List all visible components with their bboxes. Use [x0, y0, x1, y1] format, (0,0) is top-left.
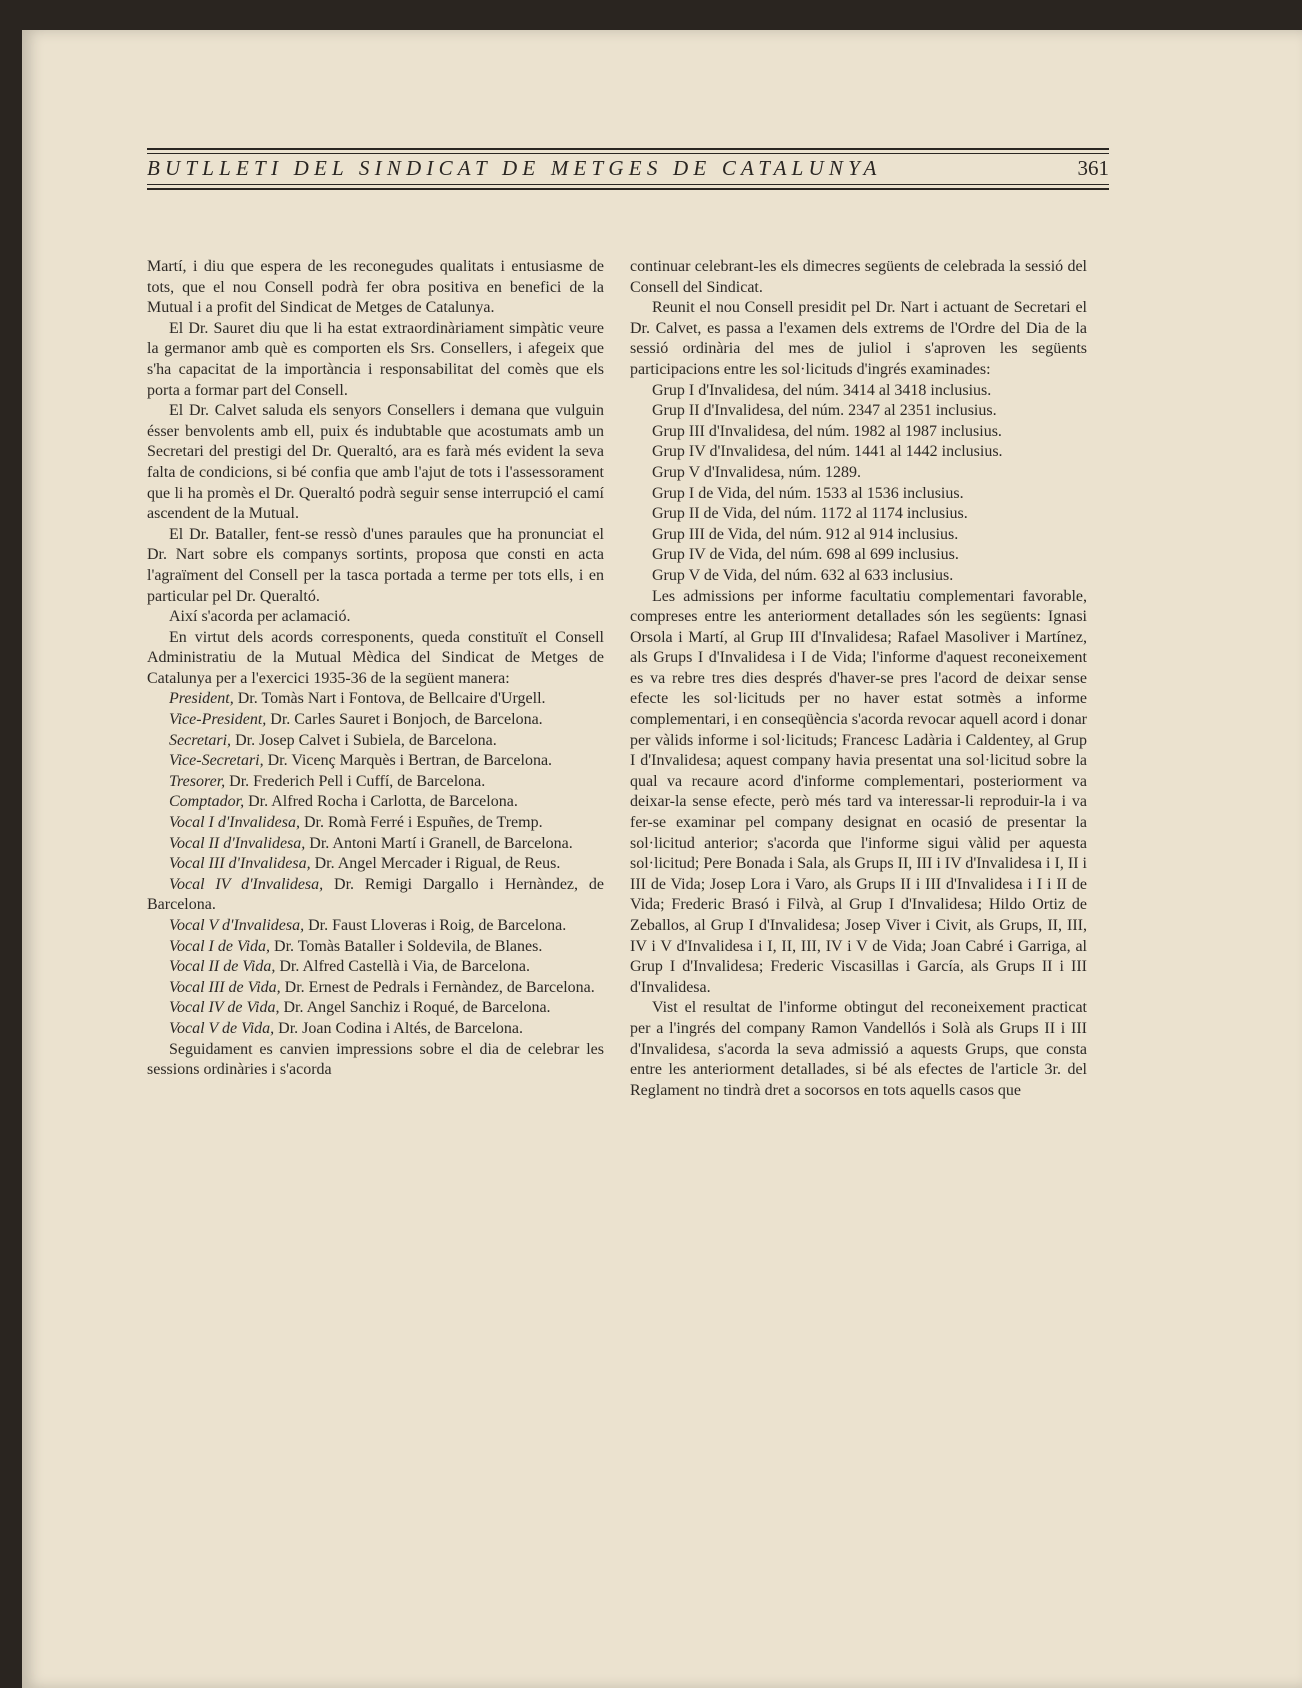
- paragraph: [147, 257, 604, 319]
- header-rule-bottom-thin: [147, 184, 1109, 185]
- paragraph: [147, 1040, 604, 1081]
- council-role: Vocal IV de Vida,: [169, 999, 280, 1017]
- paragraph-text: El Dr. Bataller, fent-se ressò d'unes paraules que ha pronunciat el Dr. Nart sobre els companys sortints, proposa que consti en acta l'agraïment del Consell per la tasca portada a terme per tots ells, i en particular pel Dr. Queraltó.: [147, 525, 604, 605]
- paragraph: [147, 1019, 604, 1040]
- paragraph-text: Dr. Faust Lloveras i Roig, de Barcelona.: [304, 917, 567, 934]
- paragraph: [630, 422, 1087, 443]
- paragraph-text: Dr. Tomàs Bataller i Soldevila, de Blanes.: [270, 937, 543, 955]
- paragraph-text: Grup II d'Invalidesa, del núm. 2347 al 2351 inclusius.: [652, 402, 997, 420]
- paragraph: [147, 628, 604, 690]
- paragraph: [630, 401, 1087, 422]
- paragraph: [630, 257, 1087, 298]
- council-role: Tresorer,: [169, 772, 226, 790]
- paragraph: [630, 525, 1087, 546]
- council-role: President,: [169, 690, 234, 708]
- paragraph-text: Grup V de Vida, del núm. 632 al 633 inclusius.: [652, 566, 954, 584]
- paragraph-text: Grup III de Vida, del núm. 912 al 914 inclusius.: [652, 525, 959, 543]
- council-role: Vocal II d'Invalidesa,: [169, 834, 306, 852]
- paragraph-text: Grup I d'Invalidesa, del núm. 3414 al 3418 inclusius.: [652, 381, 992, 399]
- paragraph: [147, 998, 604, 1019]
- council-role: Vice-President,: [169, 711, 267, 729]
- right-column: [630, 257, 1087, 1101]
- journal-page: [22, 30, 1302, 1688]
- paragraph: [147, 916, 604, 937]
- paragraph-text: Dr. Joan Codina i Altés, de Barcelona.: [274, 1019, 524, 1037]
- paragraph-text: Grup IV d'Invalidesa, del núm. 1441 al 1442 inclusius.: [652, 443, 1003, 461]
- paragraph: [147, 772, 604, 793]
- paragraph: [630, 298, 1087, 380]
- paragraph-text: Dr. Alfred Castellà i Via, de Barcelona.: [275, 958, 531, 976]
- council-role: Secretari,: [169, 731, 232, 749]
- paragraph: [630, 504, 1087, 525]
- council-role: Vocal II de Vida,: [169, 958, 276, 976]
- paragraph: [630, 442, 1087, 463]
- header-rule-top: [147, 148, 1109, 150]
- paragraph-text: El Dr. Calvet saluda els senyors Consellers i demana que vulguin ésser benvolents amb ell, puix és indubtable que acostumats amb un Secretari del prestigi del Dr. Queraltó, ara es farà més evident la seva falta de condicions, si bé confia que amb l'ajut de tots i l'assessorament que li ha promès el Dr. Queraltó podrà seguir sense interrupció el camí ascendent de la Mutual.: [147, 402, 604, 523]
- paragraph-text: Dr. Josep Calvet i Subiela, de Barcelona.: [231, 731, 497, 749]
- paragraph-text: El Dr. Sauret diu que li ha estat extraordinàriament simpàtic veure la germanor amb què es comporten els Srs. Consellers, i afegeix que s'ha capacitat de la importància i responsabilitat del comès que els porta a formar part del Consell.: [147, 319, 604, 399]
- paragraph-text: Grup IV de Vida, del núm. 698 al 699 inclusius.: [652, 546, 959, 564]
- running-header: [147, 156, 1109, 184]
- paragraph-text: Dr. Remigi Dargallo i Hernàndez, de Barcelona.: [147, 875, 604, 914]
- paragraph: [147, 401, 604, 525]
- page-number: 361: [1077, 156, 1109, 180]
- paragraph: [147, 525, 604, 607]
- paragraph: [147, 710, 604, 731]
- paragraph: [147, 937, 604, 958]
- council-role: Vocal III de Vida,: [169, 978, 281, 996]
- paragraph-text: Grup I de Vida, del núm. 1533 al 1536 inclusius.: [652, 484, 964, 502]
- paragraph: [147, 834, 604, 855]
- paragraph: [147, 978, 604, 999]
- paragraph: [147, 813, 604, 834]
- paragraph: [147, 875, 604, 916]
- paragraph-text: En virtut dels acords corresponents, queda constituït el Consell Administratiu de la Mutual Mèdica del Sindicat de Metges de Catalunya per a l'exercici 1935-36 de la següent manera:: [147, 628, 604, 687]
- paragraph: [147, 731, 604, 752]
- paragraph-text: Vist el resultat de l'informe obtingut del reconeixement practicat per a l'ingrés del company Ramon Vandellós i Solà als Grups II i III d'Invalidesa, s'acorda la seva admissió a aquests Grups, que consta entre les anteriorment detallades, si bé als efectes de l'article 3r. del Reglament no tindrà dret a socorsos en tots aquells casos que: [630, 999, 1087, 1099]
- paragraph-text: Dr. Angel Sanchiz i Roqué, de Barcelona.: [279, 999, 551, 1017]
- paragraph-text: Les admissions per informe facultatiu complementari favorable, compreses entre les anteriorment detallades són les següents: Ignasi Orsola i Martí, al Grup III d'Invalidesa; Rafael Masoliver i Martínez, als Grups I d'Invalidesa i I de Vida; l'informe d'aquest reconeixement es va rebre tres dies després d'haver-se pres l'acord de deixar sense efecte les sol·licituds per no haver estat sotmès a informe complementari, i en conseqüència s'acorda revocar aquell acord i donar per vàlids informe i sol·licituds; Francesc Ladària i Caldentey, al Grup I d'Invalidesa; aquest company havia presentat una sol·licitud sobre la qual va recaure acord d'informe complementari, posteriorment va deixar-la sense efecte, però més tard va interessar-li reproduir-la i va fer-se examinar pel company designat en ocasió de presentar la sol·licitud anterior; s'acorda que l'informe sigui vàlid per aquesta sol·licitud; Pere Bonada i Sala, als Grups II, III i IV d'Invalidesa i I, II i III de Vida; Josep Lora i Varo, als Grups II i III d'Invalidesa i I i II de Vida; Frederic Brasó i Filvà, al Grup I d'Invalidesa; Hildo Ortiz de Zeballos, al Grup I d'Invalidesa; Josep Viver i Civit, als Grups, II, III, IV i V d'Invalidesa i I, II, III, IV i V de Vida; Joan Cabré i Garriga, al Grup I d'Invalidesa; Frederic Viscasillas i García, als Grups II i III d'Invalidesa.: [630, 587, 1087, 996]
- paragraph-text: Grup III d'Invalidesa, del núm. 1982 al 1987 inclusius.: [652, 422, 1002, 440]
- paragraph-text: Reunit el nou Consell presidit pel Dr. Nart i actuant de Secretari el Dr. Calvet, es passa a l'examen dels extrems de l'Ordre del Dia de la sessió ordinària del mes de juliol i s'aproven les següents participacions entre les sol·licituds d'ingrés examinades:: [630, 299, 1087, 378]
- paragraph: [147, 957, 604, 978]
- paragraph-text: Dr. Frederich Pell i Cuffí, de Barcelona.: [225, 772, 486, 790]
- paragraph: [147, 319, 604, 401]
- council-role: Comptador,: [169, 793, 245, 811]
- paragraph-text: Grup II de Vida, del núm. 1172 al 1174 inclusius.: [652, 505, 968, 523]
- paragraph: [630, 381, 1087, 402]
- paragraph-text: Seguidament es canvien impressions sobre el dia de celebrar les sessions ordinàries i s'acorda: [147, 1040, 604, 1079]
- council-role: Vice-Secretari,: [169, 752, 264, 770]
- paragraph-text: Dr. Carles Sauret i Bonjoch, de Barcelona.: [266, 711, 543, 729]
- paragraph-text: Dr. Alfred Rocha i Carlotta, de Barcelona.: [244, 793, 518, 811]
- paragraph: [147, 689, 604, 710]
- council-role: Vocal III d'Invalidesa,: [169, 855, 311, 873]
- paragraph: [630, 998, 1087, 1101]
- paragraph-text: Grup V d'Invalidesa, núm. 1289.: [652, 463, 861, 481]
- paragraph-text: Martí, i diu que espera de les reconegudes qualitats i entusiasme de tots, que el nou Consell podrà fer obra positiva en benefici de la Mutual i a profit del Sindicat de Metges de Catalunya.: [147, 258, 604, 317]
- paragraph: [630, 587, 1087, 999]
- council-role: Vocal V d'Invalidesa,: [169, 917, 305, 934]
- paragraph-text: Dr. Vicenç Marquès i Bertran, de Barcelona.: [263, 752, 553, 770]
- left-column: [147, 257, 604, 1081]
- paragraph-text: Dr. Antoni Martí i Granell, de Barcelona.: [305, 834, 573, 852]
- paragraph-text: Dr. Ernest de Pedrals i Fernàndez, de Barcelona.: [280, 978, 595, 996]
- paragraph: [147, 792, 604, 813]
- paragraph: [147, 854, 604, 875]
- header-rule-top-thin: [147, 153, 1109, 154]
- journal-title: BUTLLETI DEL SINDICAT DE METGES DE CATALUNYA: [147, 156, 882, 180]
- council-role: Vocal I de Vida,: [169, 937, 271, 955]
- paragraph: [147, 751, 604, 772]
- paragraph: [147, 607, 604, 628]
- paragraph-text: continuar celebrant-les els dimecres següents de celebrada la sessió del Consell del Sindicat.: [630, 258, 1087, 296]
- paragraph-text: Dr. Angel Mercader i Rigual, de Reus.: [310, 855, 561, 873]
- council-role: Vocal V de Vida,: [169, 1019, 275, 1037]
- paragraph-text: Dr. Romà Ferré i Espuñes, de Tremp.: [299, 814, 543, 832]
- paragraph: [630, 484, 1087, 505]
- council-role: Vocal IV d'Invalidesa,: [169, 875, 324, 893]
- paragraph-text: Així s'acorda per aclamació.: [169, 608, 351, 626]
- paragraph: [630, 566, 1087, 587]
- header-rule-bottom: [147, 188, 1109, 190]
- paragraph: [630, 463, 1087, 484]
- council-role: Vocal I d'Invalidesa,: [169, 814, 300, 832]
- paragraph-text: Dr. Tomàs Nart i Fontova, de Bellcaire d'Urgell.: [233, 690, 546, 708]
- paragraph: [630, 545, 1087, 566]
